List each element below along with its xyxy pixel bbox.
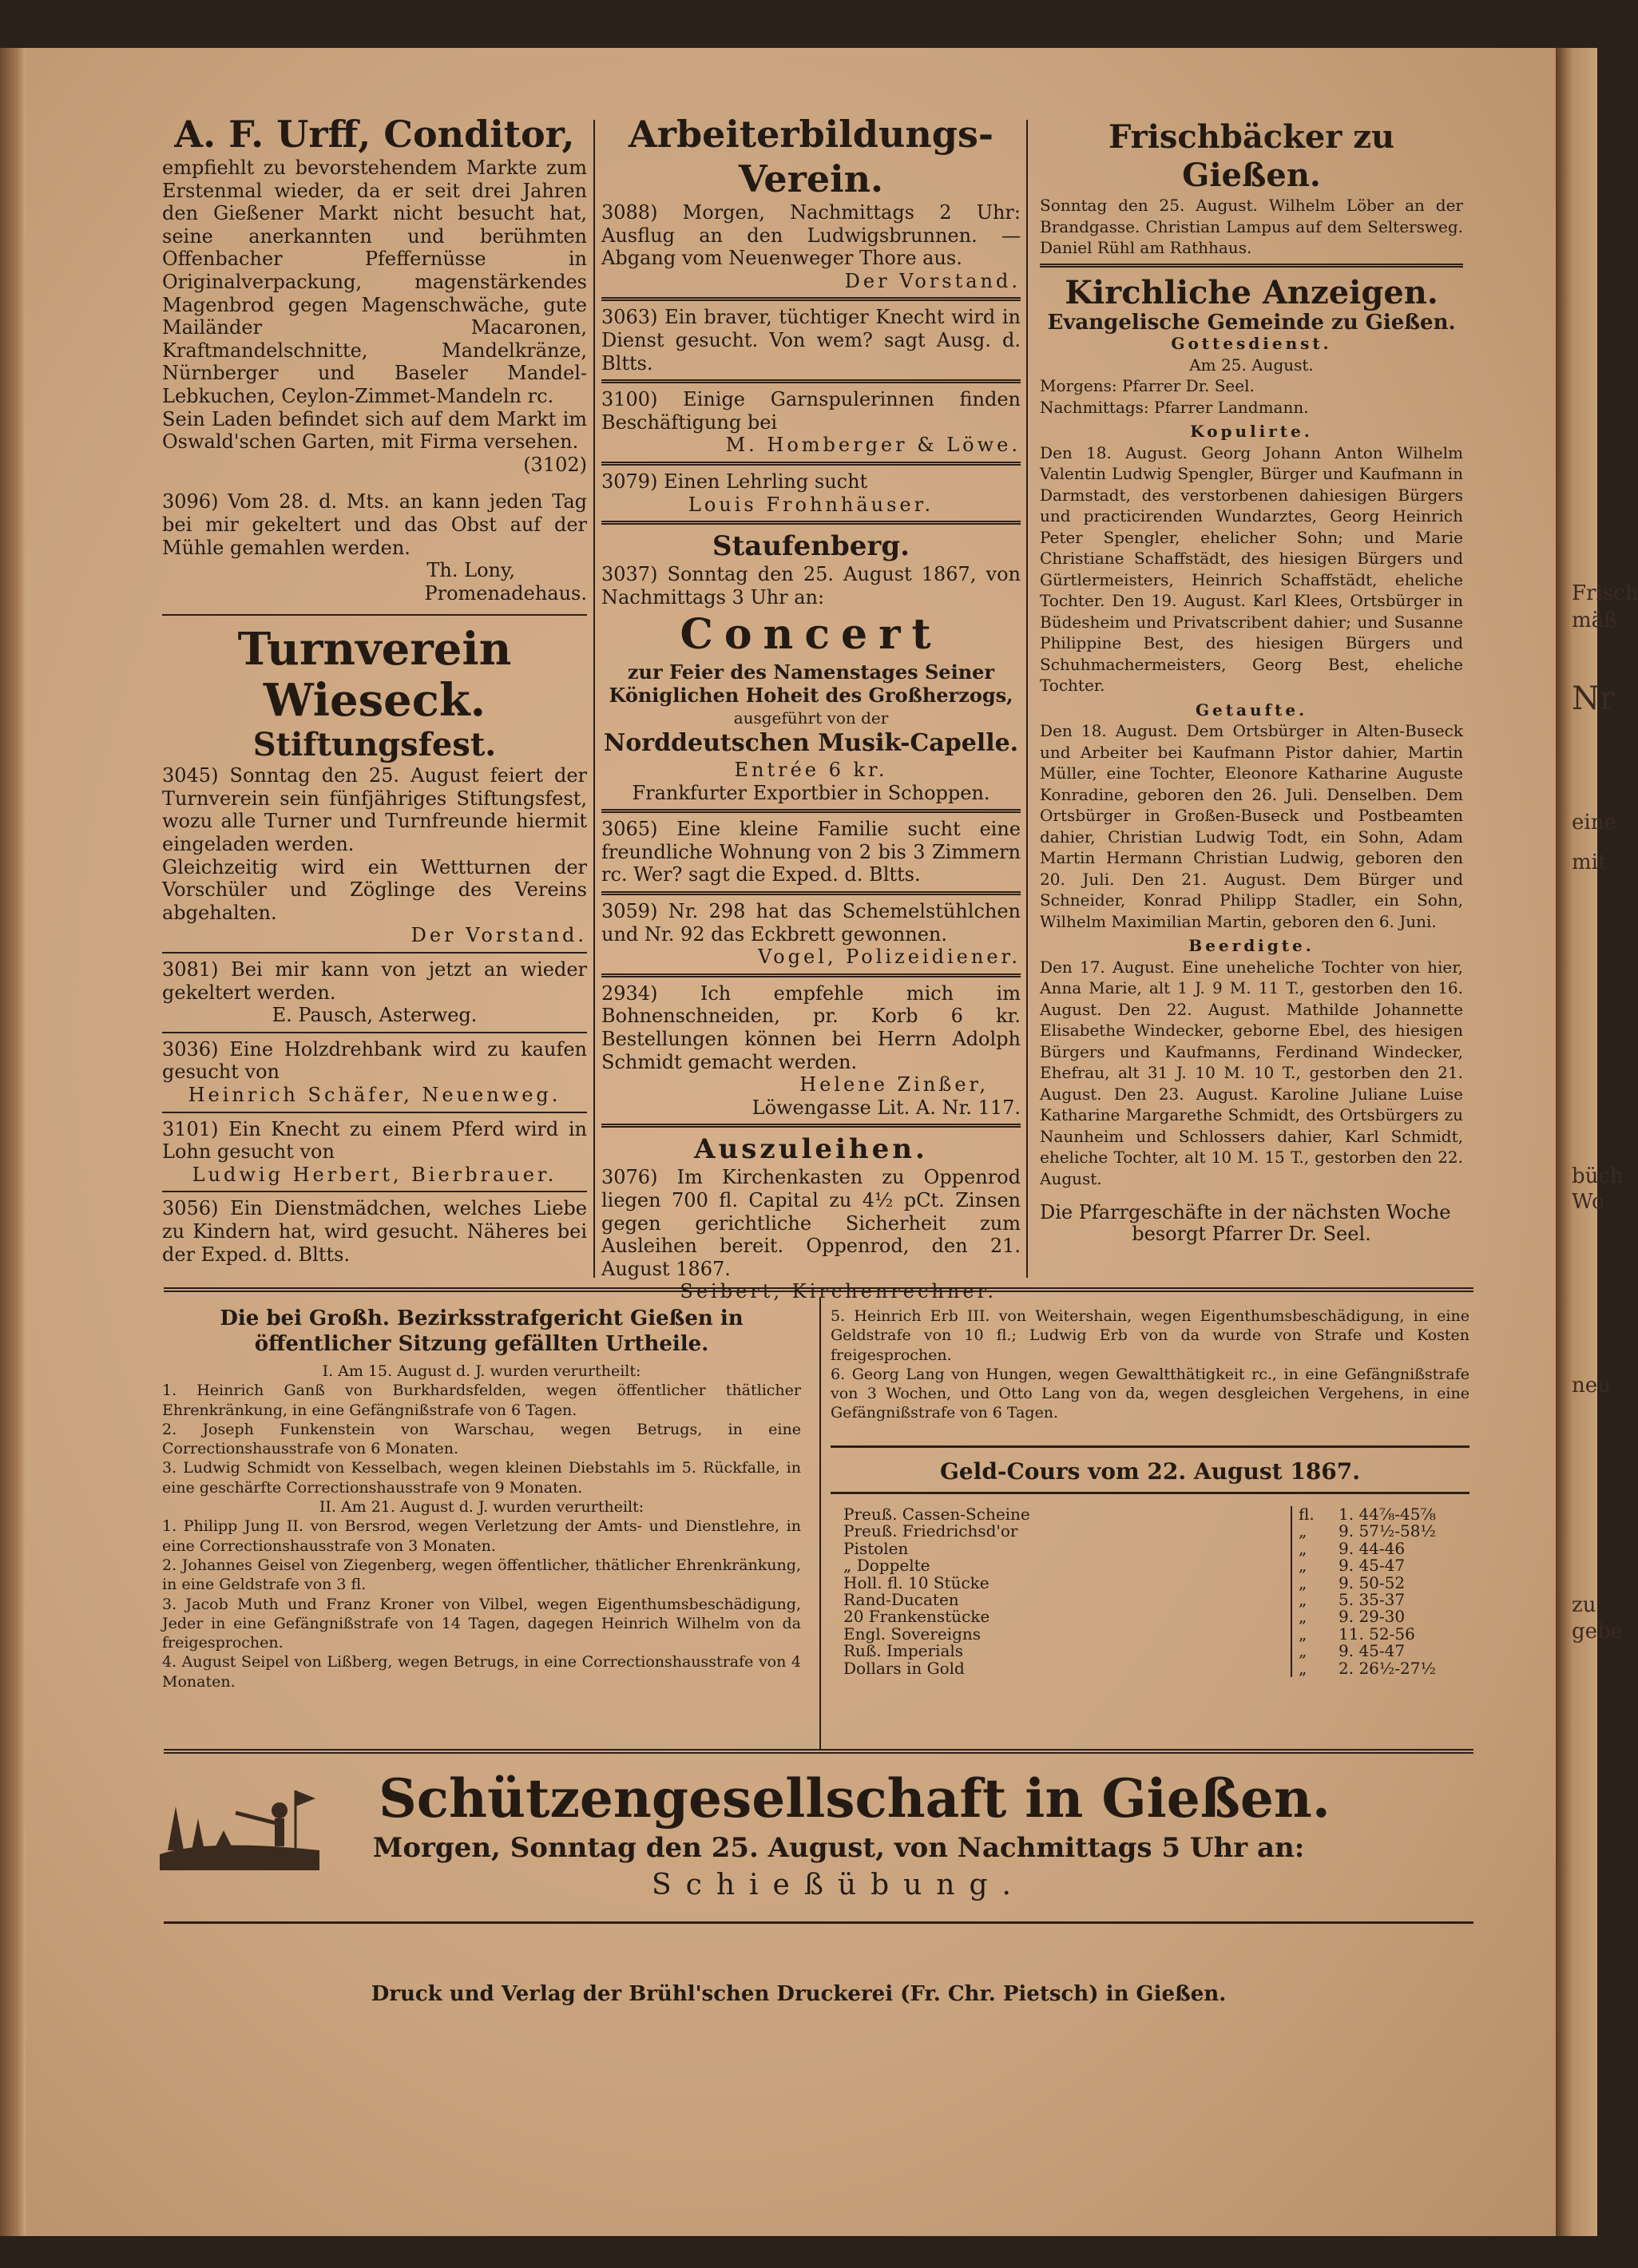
currency-name: Holl. fl. 10 Stücke	[843, 1572, 990, 1592]
currency-unit: „	[1291, 1608, 1339, 1625]
gottesdienst-date: Am 25. August.	[1189, 355, 1314, 375]
garn-signature: M. Homberger & Löwe.	[725, 434, 1021, 457]
gottesdienst-morning: Morgens: Pfarrer Dr. Seel.	[1040, 376, 1255, 395]
geldcours-table	[843, 1506, 1471, 1677]
turnverein-heading: Turnverein Wieseck.	[237, 623, 512, 728]
lony-signature: Th. Lony,	[426, 559, 515, 582]
kopulirte-text: Den 18. August. Georg Johann Anton Wilhelm Valentin Ludwig Spengler, Bürger und Kaufmann in Darmstadt, des verstorbenen dahiesigen Bürgers und practicirenden Wundarztes, Georg Heinrich Peter Spengler, ehelicher Sohn; und Marie Christiane Schaffstädt, des hiesigen Bürgers und Gürtlermeisters, Heinrich Schaffstädt, eheliche Tochter. Den 19. August. Karl Klees, Ortsbürger in Büdesheim und Privatscribent dahier; und Susanne Philippine Best, des hiesigen Bürgers und Schuhmachermeisters, Georg Best, eheliche Tochter.	[1040, 442, 1463, 695]
next-page-fragment: eine	[1572, 811, 1616, 835]
getaufte-heading: Getaufte.	[1195, 700, 1308, 720]
currency-name: Rand-Ducaten	[843, 1590, 959, 1610]
column-rule	[819, 1298, 821, 1749]
bohnen-address: Löwengasse Lit. A. Nr. 117.	[752, 1096, 1021, 1119]
geldcours-row	[843, 1660, 1471, 1677]
next-page-fragment: mit	[1572, 850, 1607, 874]
turnverein-signature: Der Vorstand.	[410, 924, 587, 947]
schaefer-text: 3036) Eine Holzdrehbank wird zu kaufen gesucht von	[162, 1037, 587, 1084]
currency-rate: 9. 50-52	[1339, 1572, 1406, 1592]
next-page-fragment: neu	[1572, 1374, 1611, 1398]
court-item: 3. Jacob Muth und Franz Kroner von Vilbel, wegen Eigenthumsbeschädigung, Jeder in eine Gefängnißstrafe von 14 Tagen, dagegen Heinrich Wilhelm von da freigesprochen.	[162, 1595, 801, 1652]
bohnen-text: 2934) Ich empfehle mich im Bohnenschneiden, pr. Korb 6 kr. Bestellungen können bei Herrn Adolph Schmidt gemacht werden.	[601, 981, 1021, 1073]
schuetzen-date: Morgen, Sonntag den 25. August, von Nachmittags 5 Uhr an:	[372, 1832, 1305, 1864]
abv-heading: Arbeiterbildungs-Verein.	[629, 113, 994, 200]
court-item: 5. Heinrich Erb III. von Weitershain, wegen Eigenthumsbeschädigung, in eine Geldstrafe von 10 fl.; Ludwig Erb von da wurde von Strafe und Kosten freigesprochen.	[831, 1307, 1469, 1364]
section-rule	[164, 1287, 1473, 1292]
geldcours-row	[843, 1626, 1471, 1643]
frischbaecker-heading: Frischbäcker zu Gießen.	[1108, 118, 1395, 194]
concert-heading: Concert	[680, 610, 942, 660]
currency-name: Dollars in Gold	[843, 1658, 965, 1678]
column-right	[1040, 118, 1463, 1244]
court-item: 2. Johannes Geisel von Ziegenberg, wegen öffentlicher, thätlicher Ehrenkränkung, in eine Geldstrafe von 3 fl.	[162, 1556, 801, 1594]
currency-rate: 9. 45-47	[1339, 1556, 1406, 1576]
kirchliche-heading: Kirchliche Anzeigen.	[1065, 273, 1438, 311]
currency-name: Ruß. Imperials	[843, 1641, 964, 1661]
beerdigte-heading: Beerdigte.	[1188, 936, 1315, 955]
concert-occasion: zur Feier des Namenstages Seiner Königlichen Hoheit des Großherzogs,	[609, 660, 1013, 707]
next-page-fragment: Nr	[1572, 680, 1616, 717]
next-page-fragment: mäß	[1572, 609, 1618, 632]
court-section	[162, 1306, 801, 1691]
gemeinde-subheading: Evangelische Gemeinde zu Gießen.	[1047, 310, 1456, 335]
frischbaecker-text: Sonntag den 25. August. Wilhelm Löber an der Brandgasse. Christian Lampus auf dem Seltersweg. Daniel Rühl am Rathhaus.	[1040, 196, 1463, 257]
currency-unit: „	[1291, 1660, 1339, 1677]
section-rule	[164, 1749, 1473, 1754]
schaefer-signature: Heinrich Schäfer, Neuenweg.	[188, 1084, 561, 1106]
geldcours-row	[843, 1572, 1471, 1592]
currency-name: Preuß. Friedrichsd'or	[843, 1521, 1018, 1541]
urff-number: (3102)	[523, 453, 587, 476]
column-middle	[601, 112, 1021, 1303]
vogel-signature: Vogel, Polizeidiener.	[758, 946, 1021, 969]
section-rule	[831, 1492, 1469, 1494]
currency-unit: „	[1291, 1557, 1339, 1574]
geldcours-row	[843, 1540, 1471, 1557]
concert-by: ausgeführt von der	[733, 708, 889, 728]
court-first-heading: I. Am 15. August d. J. wurden verurtheilt:	[322, 1362, 641, 1380]
geldcours-heading: Geld-Cours vom 22. August 1867.	[939, 1458, 1361, 1485]
currency-name: 20 Frankenstücke	[843, 1607, 990, 1627]
concert-band: Norddeutschen Musik-Capelle.	[603, 729, 1019, 757]
column-rule	[1026, 120, 1028, 1278]
court-second-heading: II. Am 21. August d. J. wurden verurtheilt:	[319, 1498, 644, 1517]
pfarrgeschaefte-text: Die Pfarrgeschäfte in der nächsten Woche	[1040, 1201, 1451, 1223]
next-page-fragment: Frisch	[1572, 581, 1638, 605]
currency-unit: „	[1291, 1643, 1339, 1659]
geldcours-row	[843, 1608, 1471, 1625]
next-page-fragment: büch	[1572, 1164, 1624, 1188]
section-rule	[164, 1921, 1473, 1924]
court-item: 3. Ludwig Schmidt von Kesselbach, wegen kleinen Diebstahls im 5. Rückfalle, in eine geschärfte Correctionshausstrafe von 9 Monaten.	[162, 1459, 801, 1497]
currency-rate: 5. 35-37	[1339, 1590, 1406, 1610]
urff-text-2: Sein Laden befindet sich auf dem Markt im Oswald'schen Garten, mit Firma versehen.	[162, 407, 587, 454]
column-left	[162, 112, 587, 1266]
herbert-signature: Ludwig Herbert, Bierbrauer.	[192, 1163, 557, 1186]
geldcours-row	[843, 1523, 1471, 1540]
turnverein-text: 3045) Sonntag den 25. August feiert der Turnverein sein fünfjähriges Stiftungsfest, wozu alle Turner und Turnfreunde hiermit eingeladen werden.	[162, 764, 587, 856]
geldcours-row	[843, 1557, 1471, 1574]
currency-unit: fl.	[1291, 1506, 1339, 1523]
lony-address: Promenadehaus.	[424, 581, 587, 605]
gottesdienst-heading: Gottesdienst.	[1171, 334, 1332, 353]
currency-unit: „	[1291, 1592, 1339, 1608]
schuetzen-heading: Schützengesellschaft in Gießen.	[379, 1767, 1331, 1830]
urff-text: empfiehlt zu bevorstehendem Markte zum Erstenmal wieder, da er seit drei Jahren den Gießener Markt nicht besucht hat, seine anerkannten und berühmten Offenbacher Pfeffernüsse in Originalverpackung, magenstärkendes Magenbrod gegen Magenschwäche, gute Mailänder Macaronen, Kraftmandelschnitte, Mandelkränze, Nürnberger und Baseler Mandel-Lebkuchen, Ceylon-Zimmet-Mandeln rc.	[162, 157, 587, 407]
court-item: 2. Joseph Funkenstein von Warschau, wegen Betrugs, in eine Correctionshausstrafe von 6 Monaten.	[162, 1420, 801, 1458]
lony-text: 3096) Vom 28. d. Mts. an kann jeden Tag bei mir gekeltert und das Obst auf der Mühle gemahlen werden.	[162, 490, 587, 559]
pausch-text: 3081) Bei mir kann von jetzt an wieder gekeltert werden.	[162, 958, 587, 1004]
bohnen-signature: Helene Zinßer,	[799, 1073, 989, 1096]
currency-rate: 1. 44⅞-45⅞	[1339, 1505, 1436, 1524]
currency-unit: „	[1291, 1540, 1339, 1557]
geldcours-row	[843, 1643, 1471, 1659]
wohnung-text: 3065) Eine kleine Familie sucht eine freundliche Wohnung von 2 bis 3 Zimmern rc. Wer? sagt die Exped. d. Bltts.	[601, 818, 1021, 886]
court-item: 1. Heinrich Ganß von Burkhardsfelden, wegen öffentlicher thätlicher Ehrenkränkung, in eine Gefängnißstrafe von 6 Tagen.	[162, 1382, 801, 1419]
auszuleihen-heading: Auszuleihen.	[694, 1133, 928, 1166]
court-item: 6. Georg Lang von Hungen, wegen Gewaltthätigkeit rc., in eine Gefängnißstrafe von 3 Wochen, und Otto Lang von da, wegen desgleichen Vergehens, in eine Gefängnißstrafe von 6 Tagen.	[831, 1365, 1469, 1422]
currency-rate: 9. 29-30	[1339, 1607, 1406, 1627]
abv-signature: Der Vorstand.	[844, 269, 1021, 292]
garn-text: 3100) Einige Garnspulerinnen finden Beschäftigung bei	[601, 388, 1021, 434]
currency-name: Preuß. Cassen-Scheine	[843, 1505, 1030, 1524]
kopulirte-heading: Kopulirte.	[1190, 422, 1313, 441]
maedchen-text: 3056) Ein Dienstmädchen, welches Liebe zu Kindern hat, wird gesucht. Näheres bei der Exped. d. Bltts.	[162, 1197, 587, 1266]
staufenberg-text: 3037) Sonntag den 25. August 1867, von Nachmittags 3 Uhr an:	[601, 563, 1021, 609]
turnverein-subheading: Stiftungsfest.	[252, 726, 497, 764]
next-page-fragment: zu	[1572, 1593, 1596, 1617]
urff-heading: A. F. Urff, Conditor,	[174, 113, 575, 156]
currency-rate: 11. 52-56	[1339, 1624, 1415, 1644]
abv-text: 3088) Morgen, Nachmittags 2 Uhr: Ausflug an den Ludwigsbrunnen. — Abgang vom Neuenweger Thore aus.	[601, 201, 1021, 270]
herbert-text: 3101) Ein Knecht zu einem Pferd wird in Lohn gesucht von	[162, 1117, 587, 1164]
currency-rate: 9. 45-47	[1339, 1641, 1406, 1661]
staufenberg-heading: Staufenberg.	[712, 530, 910, 563]
lehrling-text: 3079) Einen Lehrling sucht	[601, 470, 868, 493]
beerdigte-text: Den 17. August. Eine uneheliche Tochter von hier, Anna Marie, alt 1 J. 9 M. 11 T., gestorben den 16. August. Den 22. August. Mathilde Johannette Elisabethe Windecker, geborne Ebel, des hiesigen Bürgers und Kaufmanns, Ferdinand Windecker, Ehefrau, alt 31 J. 10 M. 10 T., gestorben den 21. August. Den 23. August. Karoline Juliane Luise Katharine Margarethe Schmidt, des Ortsbürgers zu Naunheim und Schlossers dahier, Karl Schmidt, eheliche Tochter, alt 10 M. 15 T., gestorben den 22. August.	[1040, 957, 1463, 1188]
auszuleihen-signature: Seibert, Kirchenrechner.	[680, 1280, 997, 1303]
court-item: 4. August Seipel von Lißberg, wegen Betrugs, in eine Correctionshausstrafe von 4 Monaten.	[162, 1653, 801, 1691]
vogel-text: 3059) Nr. 298 hat das Schemelstühlchen und Nr. 92 das Eckbrett gewonnen.	[601, 899, 1021, 946]
book-spine	[0, 48, 26, 2236]
imprint: Druck und Verlag der Brühl'schen Druckerei (Fr. Chr. Pietsch) in Gießen.	[371, 1982, 1227, 2006]
currency-rate: 9. 57½-58½	[1339, 1521, 1436, 1541]
geldcours-row	[843, 1506, 1471, 1523]
currency-unit: „	[1291, 1575, 1339, 1592]
court-item: 1. Philipp Jung II. von Bersrod, wegen Verletzung der Amts- und Dienstlehre, in eine Correctionshausstrafe von 3 Monaten.	[162, 1517, 801, 1555]
currency-rate: 2. 26½-27½	[1339, 1658, 1436, 1678]
geldcours-row	[843, 1592, 1471, 1608]
adjacent-page-edge	[1556, 48, 1638, 2236]
currency-name: Engl. Sovereigns	[843, 1624, 982, 1644]
next-page-fragment: gebe	[1572, 1620, 1624, 1644]
concert-entry-fee: Entrée 6 kr.	[734, 759, 888, 781]
lehrling-signature: Louis Frohnhäuser.	[688, 493, 934, 516]
currency-name: Pistolen	[843, 1538, 909, 1558]
pausch-signature: E. Pausch, Asterweg.	[272, 1004, 478, 1027]
currency-unit: „	[1291, 1626, 1339, 1643]
concert-beer: Frankfurter Exportbier in Schoppen.	[632, 781, 990, 804]
turnverein-text-2: Gleichzeitig wird ein Wettturnen der Vorschüler und Zöglinge des Vereins abgehalten.	[162, 855, 587, 924]
section-rule	[831, 1445, 1469, 1448]
currency-rate: 9. 44-46	[1339, 1538, 1406, 1558]
getaufte-text: Den 18. August. Dem Ortsbürger in Alten-Buseck und Arbeiter bei Kaufmann Pistor dahier, Martin Müller, eine Tochter, Eleonore Katharine Auguste Konradine, geboren den 26. Juli. Denselben. Dem Ortsbürger in Großen-Buseck und Postbeamten dahier, Christian Ludwig Todt, ein Sohn, Adam Martin Hermann Christian Ludwig, geboren den 20. Juli. Den 21. August. Dem Bürger und Schneider, Konrad Philipp Stadler, ein Sohn, Wilhelm Maximilian Martin, geboren den 6. Juni.	[1040, 721, 1463, 931]
schuetzen-ad	[160, 1766, 1469, 1905]
auszuleihen-text: 3076) Im Kirchenkasten zu Oppenrod liegen 700 fl. Capital zu 4½ pCt. Zinsen gegen gerichtliche Sicherheit zum Ausleihen bereit. Oppenrod, den 21. August 1867.	[601, 1166, 1021, 1280]
gottesdienst-afternoon: Nachmittags: Pfarrer Landmann.	[1040, 397, 1309, 417]
column-rule	[593, 120, 595, 1278]
schuetzen-event: Schießübung.	[652, 1869, 1025, 1901]
court-heading: Die bei Großh. Bezirksstrafgericht Gießen in öffentlicher Sitzung gefällten Urtheile.	[220, 1306, 744, 1356]
currency-name: „ Doppelte	[843, 1556, 930, 1576]
knecht-text: 3063) Ein braver, tüchtiger Knecht wird in Dienst gesucht. Von wem? sagt Ausg. d. Bltts.	[601, 306, 1021, 375]
court-section-continued	[831, 1306, 1469, 1423]
next-page-fragment: Wo	[1572, 1190, 1604, 1214]
pfarrgeschaefte-signature: besorgt Pfarrer Dr. Seel.	[1132, 1222, 1371, 1245]
currency-unit: „	[1291, 1523, 1339, 1540]
